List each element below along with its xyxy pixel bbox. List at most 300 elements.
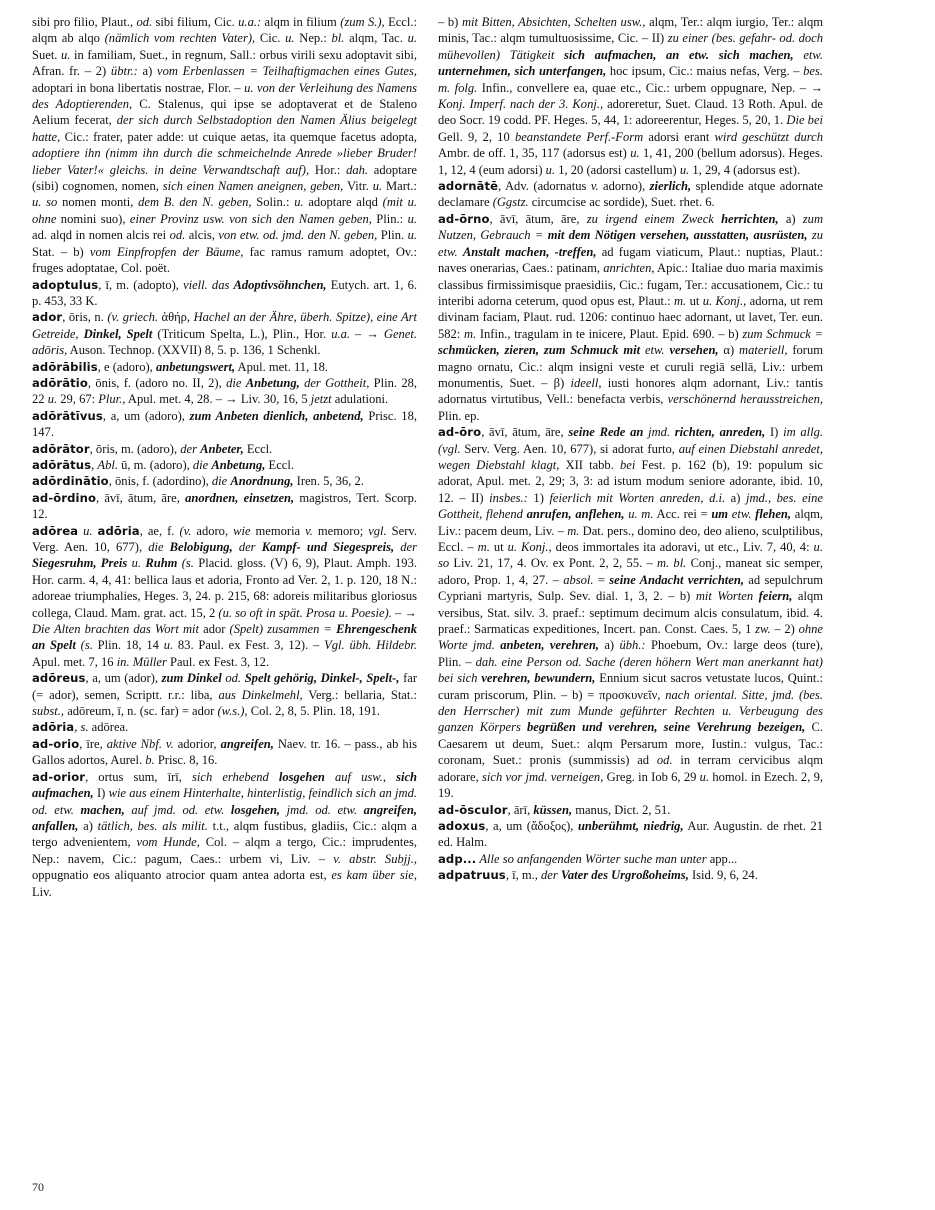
entry-text: adorsi erant: [643, 129, 715, 144]
dictionary-entry: [438, 802, 823, 818]
entry-gloss: unternehmen, sich unterfangen,: [438, 64, 607, 79]
entry-gloss: zum Anbeten dienlich, anbetend,: [189, 408, 364, 423]
entry-gloss: angreifen,: [220, 736, 274, 751]
entry-text: hoc ipsum, Cic.: maius nefas, Verg. –: [606, 64, 804, 79]
entry-headword: adp...: [438, 851, 477, 866]
entry-note: auf jmd. od. etw.: [131, 802, 225, 817]
entry-text: ad. alqd in nomen alcis rei: [32, 228, 170, 243]
entry-text: Liv. 21, 17, 4. Ov. ex Pont. 2, 2, 55. –: [449, 556, 657, 571]
entry-gloss: sich machen,: [718, 47, 794, 62]
entry-text: far (= ador), semen, Scriptt. r.r.: liba,: [32, 671, 417, 702]
entry-text: Nep.:: [294, 31, 332, 46]
entry-note: Die bei: [786, 113, 823, 128]
entry-text: Iren. 5, 36, 2.: [293, 474, 364, 489]
entry-text: 1, 41, 200 (bellum adorsus). Heges. 1, 12, 4 (eum adorsi): [438, 146, 823, 177]
entry-text: [554, 48, 564, 62]
entry-text: =: [593, 572, 610, 587]
entry-note: u.: [699, 769, 710, 784]
entry-text: adorior,: [173, 736, 221, 751]
entry-text: 1, 20 (adorsi castellum): [555, 162, 680, 177]
entry-headword: adoptulus: [32, 277, 99, 292]
entry-text: magistros, Tert. Scorp. 12.: [32, 490, 417, 522]
entry-note: adoptiere ihn (nimm ihn durch die schmeichelnde Anrede »lieber Bruder! lieber Vater!« gleichs. in deine Verwandtschaft auf),: [32, 146, 417, 177]
entry-note: dem B. den N. geben,: [138, 195, 252, 210]
entry-note: (nämlich vom rechten Vater),: [104, 31, 256, 46]
entry-text: app...: [706, 851, 738, 866]
entry-note: Plur.,: [98, 392, 126, 407]
entry-text: Gell. 9, 2, 10: [438, 129, 515, 144]
entry-text: Plin. 28, 22: [32, 375, 417, 407]
entry-text: adoptare (sibi) cognomen, nomen,: [32, 162, 417, 194]
entry-note: vgl.: [368, 523, 387, 538]
entry-text: alqm in filium: [261, 15, 341, 29]
entry-text: Hor.:: [309, 162, 347, 177]
entry-note: etw.: [644, 343, 665, 358]
entry-note: jmd.: [648, 425, 671, 440]
entry-text: Ennium sicut sacros vetustate lucos, Quint.: curam priscorum, Plin. – b) = προσκυνεῖν,: [438, 671, 823, 702]
entry-note: u. m.: [628, 507, 654, 522]
entry-text: ,: [74, 720, 81, 735]
entry-text: Dat. pers., domino deo, deo alieno, sculptilibus, Eccl. –: [438, 523, 823, 554]
dictionary-entry: [32, 736, 417, 769]
entry-text: a): [137, 64, 158, 79]
entry-note: zu einer (bes. gefahr- od. doch mühevollen) Tätigkeit: [438, 31, 823, 62]
entry-text: , ōnis, f. (adoro no. II, 2),: [87, 375, 227, 390]
entry-note: übtr.:: [110, 64, 138, 79]
entry-text: alqm, Tac.: [344, 31, 408, 46]
entry-text: C. Caesarem ut deum, Suet.: alqm Persarum more, Iustin.: vulgus, Tac.: coronam, Suet.: pronis (summissis) ad: [438, 720, 823, 768]
entry-note: Konj. Imperf. nach der 3. Konj.,: [438, 97, 604, 112]
entry-headword: adōreus: [32, 671, 86, 686]
entry-note: etw.: [803, 47, 823, 62]
entry-text: ἀθήρ,: [157, 310, 194, 325]
entry-text: Eccl.: [265, 457, 294, 472]
entry-text: , ortus sum, īrī,: [85, 769, 193, 784]
entry-text: [714, 212, 721, 226]
entry-text: alqm, Liv.: pacem deum, Liv. –: [438, 507, 823, 538]
dictionary-entry: [32, 309, 417, 358]
entry-gloss: zierlich,: [649, 179, 692, 194]
entry-text: Conj., maneat sic semper, adoro, Prop. 1, 4, 27. –: [438, 556, 823, 587]
entry-text: 1): [527, 490, 550, 505]
entry-note: u. Konj.,: [702, 293, 747, 308]
entry-note: (u. so oft in spät. Prosa u. Poesie).: [218, 605, 392, 620]
entry-text: ū, m. (adoro),: [117, 457, 193, 472]
entry-gloss: losgehen: [278, 769, 325, 784]
dictionary-entry: [438, 211, 823, 424]
entry-text: Plin.:: [371, 211, 408, 226]
entry-note: zum Schmuck =: [742, 326, 823, 341]
entry-text: (Triticum Spelta, L.), Plin., Hor.: [152, 326, 332, 341]
entry-note: zum Nutzen, Gebrauch =: [438, 211, 823, 243]
entry-note: (Spelt) zusammen =: [229, 622, 332, 637]
entry-text: sibi pro filio, Plaut.,: [32, 15, 137, 29]
entry-text: oppugnatio eos aliquanto atrocior quam antea adorta est,: [32, 868, 332, 883]
dictionary-entry: [32, 769, 417, 900]
entry-gloss: Belobigung,: [169, 540, 233, 554]
page-number: 70: [32, 1180, 44, 1194]
entry-gloss: Siegesruhm, Preis: [32, 556, 128, 571]
entry-text: – →: [391, 605, 417, 620]
entry-text: nomen monti,: [57, 195, 139, 210]
entry-text: ador: [199, 622, 230, 637]
entry-gloss: Anordnung,: [230, 474, 294, 489]
entry-gloss: Ehrengeschenk an Spelt: [32, 622, 417, 653]
entry-text: Serv. Verg. Aen. 10, 677),: [32, 523, 417, 554]
entry-note: u.a.:: [238, 15, 262, 29]
entry-note: der: [400, 540, 417, 554]
dictionary-entry: [438, 851, 823, 867]
entry-text: , āvī, ātum, āre,: [481, 425, 569, 440]
entry-note: die: [148, 540, 170, 554]
entry-note: u.a.: [331, 326, 351, 341]
entry-note: jetzt: [310, 392, 332, 407]
entry-text: – 2): [770, 622, 799, 637]
entry-gloss: Anbetung,: [245, 375, 300, 390]
dictionary-entry: [32, 473, 417, 489]
entry-note: zu irgend einem Zweck: [586, 211, 714, 226]
dictionary-entry: [32, 457, 417, 473]
entry-text: Verg.: bellaria, Stat.:: [302, 687, 417, 702]
entry-headword: adōrea: [32, 523, 79, 538]
entry-text: Placid. gloss. (V) 6, 9), Plaut. Amph. 193. Hor. carm. 4, 4, 41: bellica laus et adoria, Fronto ad Ver. 2, 1. p. 120, 18 N.: adoreae triumphalies, Heges. 3, 24. p. 215, 68: adoreis militaribus gloriosus collega, Claud. Mam. grat. act. 15, 2: [32, 556, 417, 620]
dictionary-entry: [32, 719, 417, 735]
entry-text: [386, 770, 396, 784]
entry-text: [794, 48, 804, 62]
entry-text: iusti honores alqm adornant, Liv.: tantis adornatus virtutibus, Vell.: benefacta verbis,: [438, 375, 823, 407]
entry-gloss: zum Dinkel: [161, 671, 222, 686]
entry-text: Col. – alqm a tergo, Cic.: imprudentes, Nep.: navem, Cic.: pagum, Caes.: urbem vi, Liv. –: [32, 835, 417, 866]
entry-note: absol.: [563, 572, 594, 587]
entry-gloss: verehren, bewundern,: [481, 671, 596, 686]
entry-note: sich einen Namen aneignen, geben,: [162, 179, 344, 194]
entry-note: (s.: [80, 638, 93, 653]
entry-text: manus, Dict. 2, 51.: [572, 802, 671, 817]
entry-text: a): [78, 818, 98, 833]
entry-note: u.: [83, 523, 93, 538]
entry-text: Plin. 18, 14: [92, 638, 164, 653]
entry-note: wie: [233, 523, 251, 538]
entry-note: m.: [567, 523, 580, 538]
entry-text: deos immortales ita adoravi, ut etc., Liv. 7, 40, 4:: [551, 540, 814, 554]
entry-text: , a, um (ἄδοξος),: [485, 818, 578, 833]
entry-text: Infin., tragulam in te inicere, Plaut. Epid. 690. – b): [476, 326, 743, 341]
dictionary-entry: [32, 670, 417, 719]
dictionary-entry: [32, 441, 417, 457]
entry-note: anrichten,: [603, 261, 655, 276]
entry-note: u. von der Verleihung des Namens des Adoptierenden,: [32, 80, 417, 112]
entry-gloss: begrüßen und verehren, seine Verehrung bezeigen,: [527, 720, 806, 735]
entry-text: Eccl.: [243, 441, 273, 456]
entry-text: adōrea.: [88, 720, 129, 735]
entry-text: – b): [438, 15, 462, 29]
entry-gloss: Anstalt machen, -treffen,: [462, 244, 597, 259]
entry-gloss: Kampf- und Siegespreis,: [261, 540, 395, 554]
entry-gloss: angreifen, anfallen,: [32, 802, 417, 833]
entry-text: Acc. rei =: [653, 507, 712, 522]
entry-text: 83. Paul. ex Fest. 3, 12). –: [173, 638, 325, 653]
entry-gloss: sich aufmachen, an etw.: [564, 47, 710, 62]
entry-note: der sich durch Selbstadoption den Namen Älius beigelegt hatte,: [32, 113, 417, 144]
entry-text: , ōris, m. (adoro),: [89, 441, 181, 456]
entry-note: u.: [407, 31, 417, 46]
entry-text: Naev. tr. 16. – pass., ab his Gallos adortos, Aurel.: [32, 736, 417, 768]
entry-text: Isid. 9, 6, 24.: [688, 868, 758, 883]
entry-headword: ad-ōro: [438, 425, 482, 440]
entry-text: alcis,: [185, 228, 219, 243]
entry-gloss: Anbeter,: [200, 441, 244, 456]
entry-text: memoro;: [312, 523, 369, 538]
entry-text: α): [718, 343, 740, 358]
entry-headword: adōria: [97, 523, 140, 538]
dictionary-entry: [32, 408, 417, 441]
entry-text: circumcise ac sordide), Suet. rhet. 6.: [528, 195, 715, 210]
entry-gloss: versehen,: [669, 343, 719, 358]
entry-gloss: feiern,: [758, 589, 793, 604]
entry-text: Prisc. 18, 147.: [32, 408, 417, 440]
entry-note: es kam über sie,: [331, 868, 417, 883]
entry-text: ut: [686, 293, 703, 308]
dictionary-entry: [438, 178, 823, 211]
entry-note: mit Worten: [695, 589, 754, 604]
entry-headword: ad-ōrdino: [32, 490, 97, 505]
entry-text: , a, um (ador),: [85, 671, 162, 686]
entry-note: viell. das: [183, 277, 234, 292]
entry-note: u.: [285, 31, 295, 46]
entry-note: nach oriental. Sitte, jmd. (bes. den Herrscher) mit zum Munde geführter Rechten u. Verbeugung des ganzen Körpers: [438, 687, 823, 735]
entry-note: tätlich, bes. als milit.: [97, 818, 208, 833]
entry-note: od.: [656, 753, 673, 768]
entry-gloss: anbeten, verehren,: [500, 638, 599, 653]
entry-text: [325, 770, 335, 784]
dictionary-entry: [32, 490, 417, 523]
entry-text: Paul. ex Fest. 3, 12.: [166, 654, 269, 669]
entry-gloss: Spelt gehörig, Dinkel-, Spelt-,: [244, 671, 400, 686]
entry-text: Fest. p. 162 (b), 19: populum sic adorat, Apul. met. 2, 29; 3, 3: ad istum modum seniore adorante, ibid. 10, 12. – II): [438, 457, 823, 505]
entry-text: [280, 803, 287, 817]
entry-text: ad sepulchrum Cypriani martyris, Sulp. Sev. dial. 1, 3, 2. – b): [438, 572, 823, 604]
entry-text: , īre,: [79, 736, 107, 751]
entry-note: ideell,: [570, 375, 602, 390]
dictionary-entry: [32, 375, 417, 408]
entry-text: homol. in Ezech. 2, 9, 19.: [438, 769, 823, 801]
entry-note: aktive Nbf. v.: [106, 736, 174, 751]
entry-note: auf usw.,: [334, 769, 386, 784]
entry-note: dah.: [346, 162, 369, 177]
entry-note: wird geschützt durch: [714, 129, 823, 144]
entry-text: Greg. in Iob 6, 29: [603, 769, 700, 784]
entry-note: subst.,: [32, 704, 65, 719]
entry-headword: adōria: [32, 720, 75, 735]
entry-text: I): [765, 425, 784, 440]
entry-text: adorna, ut rem divinam faciam, Plaut. rud. 1206: continuo haec adornant, ut lavet, Ter. eun. 582:: [438, 293, 823, 341]
dictionary-entry: [438, 14, 823, 178]
entry-text: alqm, Ter.: alqm iurgio, Ter.: alqm minis, Tac.: alqm tumultuosissime, Cic. – II): [438, 15, 823, 46]
entry-text: [709, 48, 719, 62]
entry-text: , a, um (adoro),: [102, 408, 190, 423]
entry-text: Aur. Augustin. de rhet. 21 ed. Halm.: [438, 818, 823, 850]
entry-note: bl.: [331, 31, 345, 46]
entry-note: u.: [679, 162, 690, 177]
entry-headword: adpatruus: [438, 868, 506, 883]
entry-text: a): [598, 638, 620, 653]
entry-note: u.: [47, 392, 58, 407]
entry-note: m.: [463, 326, 477, 341]
entry-gloss: Ruhm: [145, 556, 178, 571]
entry-text: I): [93, 786, 109, 801]
entry-note: aus Dinkelmehl,: [218, 687, 303, 702]
entry-text: , e (adoro),: [97, 359, 156, 374]
entry-text: [269, 770, 279, 784]
entry-text: Cic.: frater, pater adde: ut cuique aetas, ita quemque facetus adopta,: [60, 129, 417, 144]
entry-note: m.: [673, 293, 687, 308]
entry-note: u.: [294, 195, 304, 210]
entry-note: die: [192, 457, 212, 472]
entry-note: beanstandete Perf.-Form: [514, 129, 644, 144]
entry-gloss: richten, anreden,: [674, 425, 766, 440]
entry-note: sich vor jmd. verneigen,: [482, 769, 604, 784]
entry-text: Mart.:: [382, 179, 417, 194]
entry-note: s.: [80, 720, 89, 735]
entry-note: Hachel an der Ähre, überh. Spitze), eine Art Getreide,: [32, 310, 417, 341]
entry-text: ad fugam viaticum, Plaut.: nuptias, Plaut.: naves onerarias, Caes.: patinam,: [438, 244, 823, 276]
entry-gloss: machen,: [80, 802, 125, 817]
entry-note: insbes.:: [489, 490, 528, 505]
entry-text: a): [778, 211, 803, 226]
entry-note: Die Alten brachten das Wort mit: [32, 622, 199, 637]
entry-text: adoro,: [191, 523, 234, 538]
entry-text: Apul. met. 4, 28. – → Liv. 30, 16, 5: [125, 392, 311, 407]
entry-note: u.: [407, 211, 417, 226]
entry-text: , ī, m.,: [505, 868, 542, 883]
entry-text: Vitr.: [343, 179, 373, 194]
entry-text: , ōnis, f. (adordino),: [108, 474, 212, 489]
entry-gloss: schmücken, zieren, zum Schmuck mit: [438, 343, 641, 358]
entry-note: b.: [145, 753, 155, 768]
entry-note: v.: [590, 179, 599, 194]
entry-note: Genet. adōris,: [32, 326, 417, 358]
entry-note: auf einen Diebstahl anredet, wegen Diebstahl klagt,: [438, 441, 823, 472]
entry-text: adoptare alqd: [303, 195, 383, 210]
entry-note: u. so: [32, 195, 58, 210]
entry-headword: adōrātio: [32, 375, 88, 390]
entry-gloss: seine Andacht verrichten,: [609, 572, 744, 587]
entry-text: Eutych. art. 1, 6. p. 453, 33 K.: [32, 277, 417, 308]
entry-gloss: seine Rede an: [568, 425, 644, 440]
entry-text: , āvī, ātum, āre,: [489, 211, 587, 226]
entry-note: vom Erbenlassen = Teilhaftigmachen eines Gutes,: [157, 64, 417, 79]
entry-note: sich an jmd. od. etw.: [32, 786, 417, 817]
entry-text: Stat. – b): [32, 244, 90, 259]
dictionary-entry: [32, 359, 417, 375]
entry-note: jmd., bes. eine Gottheit, flehend: [438, 490, 823, 522]
entry-gloss: Adoptivsöhnchen,: [233, 277, 327, 292]
entry-note: bei: [619, 457, 636, 472]
entry-note: u.: [545, 162, 556, 177]
entry-note: u.: [407, 228, 417, 243]
entry-text: , Adv. (adornatus: [498, 179, 591, 194]
entry-text: Phoebum, Ov.: large deos (ture), Plin. –: [438, 638, 823, 669]
entry-text: Ambr. de off. 1, 35, 117 (adorsus est): [438, 146, 631, 161]
entry-text: ,: [91, 457, 98, 472]
entry-note: u. so: [438, 540, 823, 571]
entry-note: dah. eine Person od. Sache (deren höhern Wert man anerkannt hat) bei sich: [438, 654, 823, 686]
entry-text: Infin., convellere ea, quae etc., Cic.: urbem oppugnare, Nep. – →: [477, 80, 823, 95]
entry-text: Apul. met. 7, 16: [32, 654, 117, 669]
entry-note: u. Konj.,: [507, 540, 552, 554]
entry-note: v. abstr. Subjj.,: [333, 851, 417, 866]
entry-text: 29, 67:: [57, 392, 99, 407]
entry-text: , ōris, n.: [62, 310, 108, 325]
entry-headword: adornātē: [438, 179, 499, 194]
dictionary-entry: [438, 867, 823, 883]
entry-note: u.: [131, 556, 142, 571]
entry-text: Serv. Verg. Aen. 10, 677), si adorat furto,: [460, 441, 679, 456]
entry-note: übh.:: [619, 638, 646, 653]
entry-text: forum magno ornatu, Cic.: alqm insigni veste et curuli regiā sellā, Liv.: urbem monumentis, Suet. – β): [438, 343, 823, 390]
entry-note: einer Provinz usw. von sich den Namen geben,: [129, 211, 372, 226]
entry-text: t.t., alqm fustibus, gladiis, Cic.: alqm a tergo advenientem,: [32, 818, 417, 850]
entry-note: u.: [630, 146, 640, 161]
entry-note: von etw. od. jmd. den N. geben,: [218, 228, 378, 243]
entry-note: der Gottheit,: [304, 375, 370, 390]
entry-note: (w.s.),: [217, 704, 248, 719]
entry-note: ohne Worte jmd.: [438, 622, 823, 653]
entry-note: wie aus einem Hinterhalte, hinterlistig, feindlich: [108, 786, 353, 801]
dictionary-entry: [32, 14, 417, 277]
entry-note: die: [211, 474, 231, 489]
entry-note: od.: [169, 228, 186, 243]
entry-text: memoria: [250, 523, 306, 538]
entry-gloss: um: [711, 507, 729, 522]
entry-text: Apul. met. 11, 18.: [235, 359, 329, 374]
entry-gloss: anordnen, einsetzen,: [185, 490, 295, 505]
entry-note: od.: [225, 671, 242, 686]
entry-note: mit Bitten, Absichten, Schelten usw.,: [462, 15, 646, 29]
entry-text: C. Stalenus, qui ipse se adoptaverat et de Staleno Aelium fecerat,: [32, 97, 417, 128]
entry-note: die: [226, 375, 246, 390]
entry-text: Liv.: [32, 884, 52, 899]
entry-text: , ī, m. (adopto),: [98, 277, 184, 292]
entry-gloss: küssen,: [533, 802, 573, 817]
entry-text: , āvī, ātum, āre,: [96, 490, 186, 505]
entry-note: im allg. (vgl.: [438, 425, 823, 456]
entry-gloss: Vater des Urgroßoheims,: [560, 868, 689, 883]
entry-text: [357, 803, 364, 817]
entry-text: adorno),: [598, 179, 650, 194]
entry-text: adōreum, ī, n. (sc. far) = ador: [64, 704, 218, 719]
entry-note: (v. griech.: [107, 310, 158, 325]
entry-text: [224, 803, 231, 817]
entry-gloss: Anbetung,: [211, 457, 266, 472]
entry-note: jmd. od. etw.: [286, 802, 358, 817]
entry-note: vom Einpfropfen der Bäume,: [89, 244, 244, 259]
entry-text: , ae, f.: [139, 523, 180, 538]
entry-text: Suet.: [32, 47, 62, 62]
entry-gloss: mit dem Nötigen versehen, ausstatten, ausrüsten,: [547, 228, 808, 243]
entry-text: , ārī,: [507, 802, 534, 817]
entry-note: (mit u. ohne: [32, 195, 417, 226]
entry-gloss: losgehen,: [230, 802, 281, 817]
dictionary-entry: [438, 424, 823, 801]
entry-note: etw.: [731, 507, 752, 522]
entry-text: Solin.:: [251, 195, 295, 210]
entry-note: od.: [136, 15, 153, 29]
entry-text: a): [725, 490, 746, 505]
entry-text: Cic.: [255, 31, 286, 46]
dictionary-entry: [32, 277, 417, 310]
entry-text: Auson. Technop. (XXVII) 8, 5. p. 136, 1 Schenkl.: [67, 343, 321, 358]
